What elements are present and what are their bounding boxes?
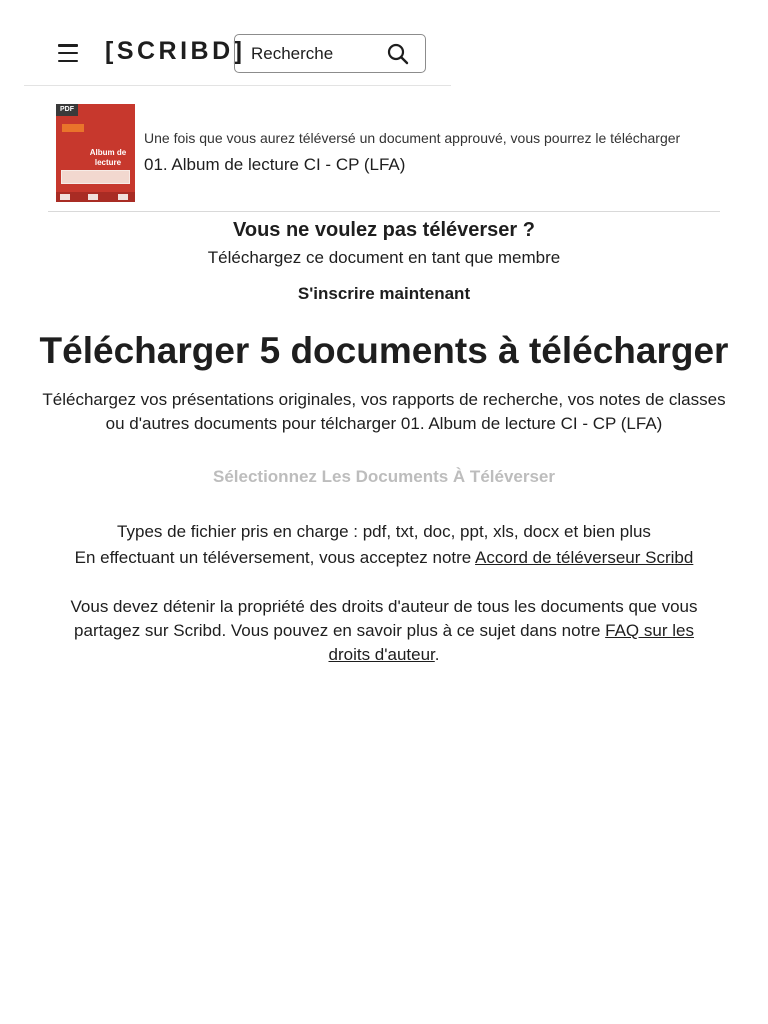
- search-box[interactable]: [234, 34, 426, 73]
- no-upload-subtitle: Téléchargez ce document en tant que membre: [207, 248, 561, 267]
- select-documents-button[interactable]: Sélectionnez Les Documents À Téléverser: [212, 467, 556, 486]
- search-input[interactable]: [235, 35, 385, 72]
- thumb-label-box: [62, 124, 84, 132]
- upload-description: Téléchargez vos présentations originales, vos rapports de recherche, vos notes de classes ou d'autres documents pour télcharger 01. Album de lecture CI - CP (LFA): [42, 390, 726, 433]
- pdf-badge: PDF: [56, 104, 78, 116]
- agreement-text: [0, 548, 768, 568]
- document-card: [48, 100, 720, 212]
- top-header: [24, 0, 451, 86]
- thumb-footer: [56, 192, 135, 202]
- rights-suffix: .: [434, 645, 440, 664]
- agreement-prefix: En effectuant un téléversement, vous acceptez notre: [74, 548, 476, 567]
- copyright-notice: [56, 595, 712, 667]
- file-types-text: Types de fichier pris en charge : pdf, txt, doc, ppt, xls, docx et bien plus: [117, 522, 651, 541]
- scribd-logo[interactable]: [SCRIBD]: [105, 37, 246, 65]
- search-icon[interactable]: [387, 43, 409, 65]
- thumb-title: Album de lecture: [89, 148, 127, 167]
- copyright-faq-link[interactable]: FAQ sur les droits d'auteur: [328, 621, 694, 664]
- upload-heading: Télécharger 5 documents à télécharger: [39, 330, 729, 371]
- document-note: Une fois que vous aurez téléversé un document approuvé, vous pourrez le télécharger: [144, 130, 681, 146]
- document-title: 01. Album de lecture CI - CP (LFA): [144, 155, 406, 174]
- no-upload-question: Vous ne voulez pas téléverser ?: [233, 219, 535, 241]
- thumb-illustration: [61, 170, 130, 184]
- uploader-agreement-link[interactable]: Accord de téléverseur Scribd: [475, 548, 694, 567]
- rights-text: Vous devez détenir la propriété des droits d'auteur de tous les documents que vous partagez sur Scribd. Vous pouvez en savoir plus à ce sujet dans notre: [70, 597, 698, 640]
- hamburger-menu-icon[interactable]: [56, 42, 80, 64]
- document-thumbnail[interactable]: [56, 104, 135, 202]
- signup-link[interactable]: S'inscrire maintenant: [297, 284, 471, 303]
